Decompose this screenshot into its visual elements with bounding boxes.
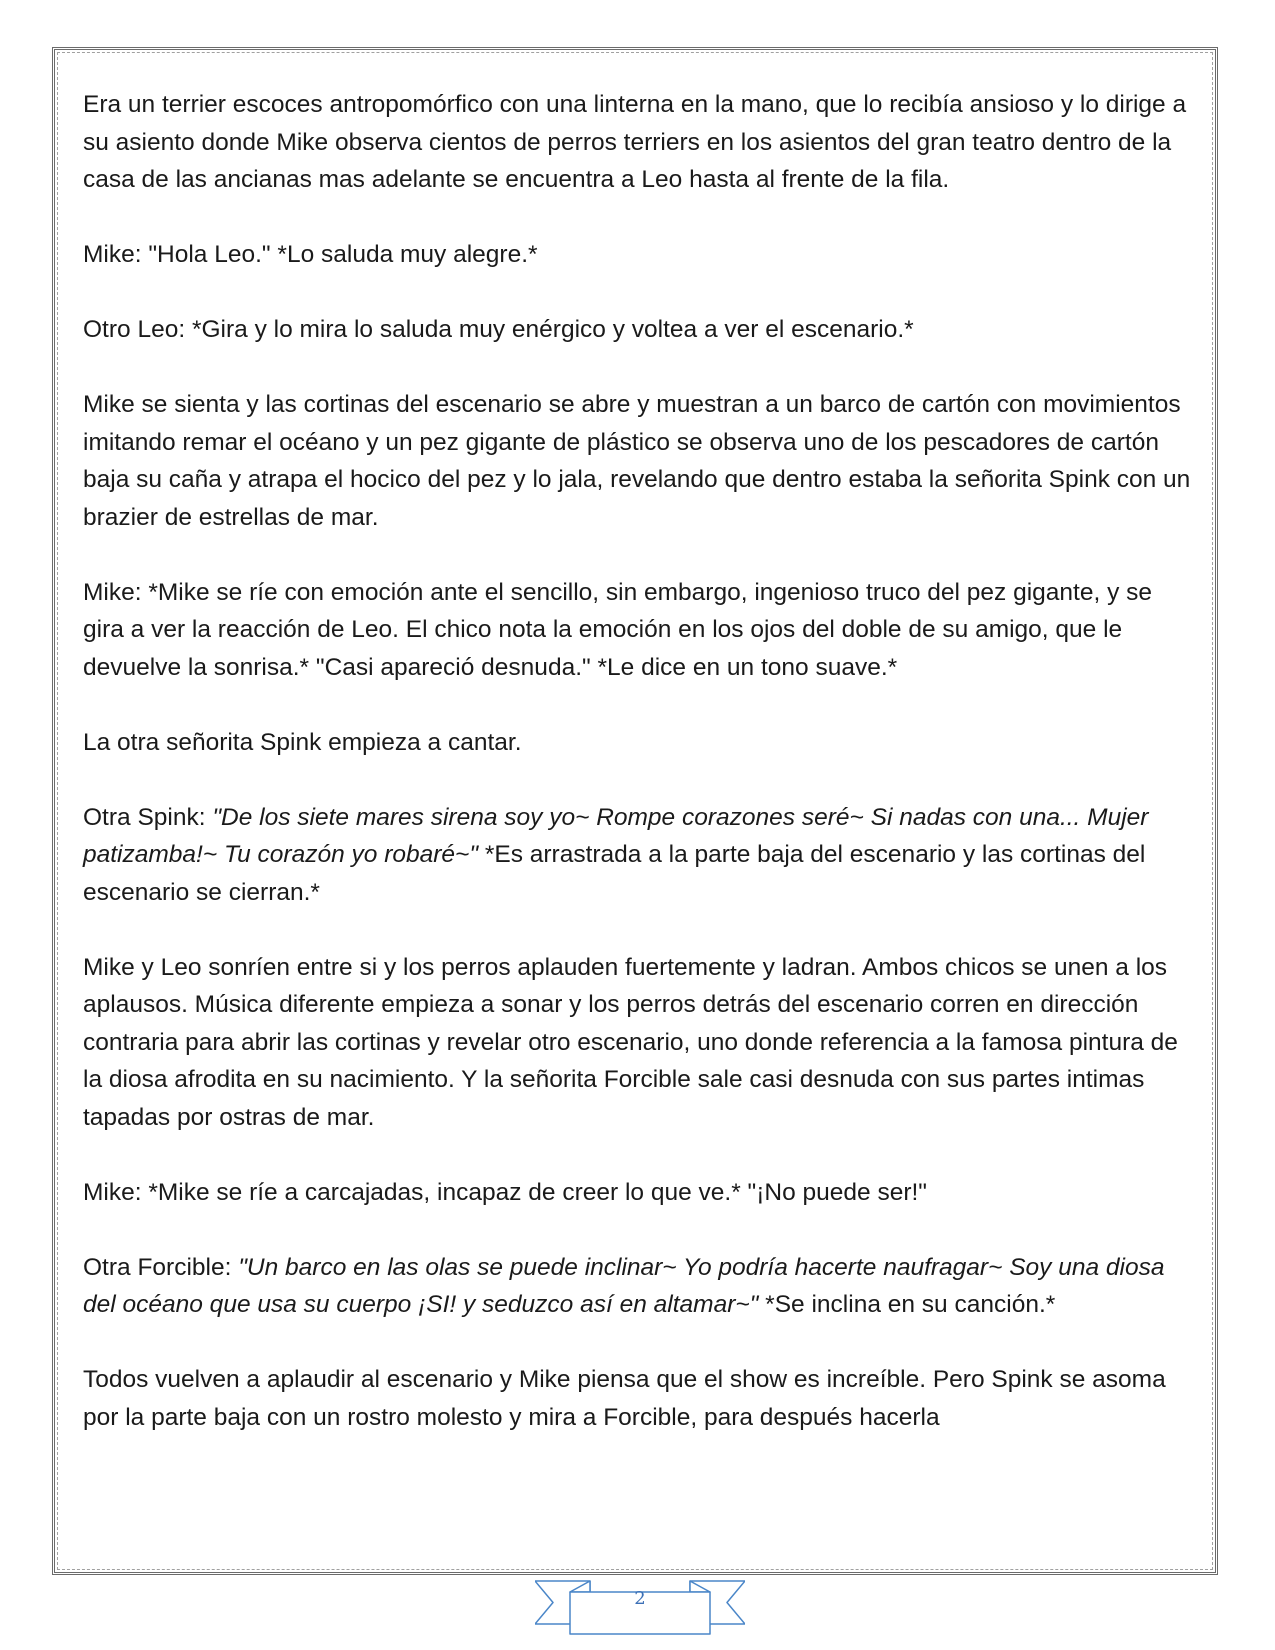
speaker-label: Otra Forcible: — [83, 1253, 239, 1281]
paragraph — [83, 236, 1198, 274]
text-segment: *Se inclina en su canción.* — [758, 1291, 1056, 1318]
text-segment: Mike: "Hola Leo." *Lo saluda muy alegre.* — [83, 241, 538, 268]
text-segment: Era un terrier escoces antropomórfico con una linterna en la mano, que lo recibía ansioso y lo dirige a su asiento donde Mike observa cientos de perros terriers en los asientos del gran teatro dentro de la casa de las ancianas mas adelante se encuentra a Leo hasta al frente de la fila. — [83, 91, 1187, 193]
text-segment: Mike se sienta y las cortinas del escenario se abre y muestran a un barco de cartón con movimientos imitando remar el océano y un pez gigante de plástico se observa uno de los pescadores de cartón baja su caña y atrapa el hocico del pez y lo jala, revelando que dentro estaba la señorita Spink con un brazier de estrellas de mar. — [83, 391, 1191, 531]
paragraph — [83, 724, 1198, 762]
song-lyrics: "De los siete mares sirena soy yo~ Rompe corazones seré~ Si nadas con una... Mujer patizamba!~ Tu corazón yo robaré~" — [83, 803, 1149, 868]
text-segment: *Es arrastrada a la parte baja del escenario y las cortinas del escenario se cierran.* — [83, 841, 1146, 906]
paragraph — [83, 949, 1198, 1137]
page-number: 2 — [634, 1588, 646, 1609]
text-segment: Todos vuelven a aplaudir al escenario y Mike piensa que el show es increíble. Pero Spink se asoma por la parte baja con un rostro molesto y mira a Forcible, para después hacerla — [83, 1366, 1166, 1431]
text-segment: Mike: *Mike se ríe con emoción ante el sencillo, sin embargo, ingenioso truco del pez gigante, y se gira a ver la reacción de Leo. El chico nota la emoción en los ojos del doble de su amigo, que le devuelve la sonrisa.* "Casi apareció desnuda." *Le dice en un tono suave.* — [83, 578, 1153, 681]
text-segment: Otro Leo: *Gira y lo mira lo saluda muy enérgico y voltea a ver el escenario.* — [83, 316, 914, 343]
paragraph — [83, 386, 1198, 536]
text-segment: Mike: *Mike se ríe a carcajadas, incapaz de creer lo que ve.* "¡No puede ser!" — [83, 1178, 927, 1206]
paragraph — [83, 86, 1198, 199]
paragraph — [83, 574, 1198, 687]
paragraph — [83, 1174, 1198, 1212]
text-segment: Mike y Leo sonríen entre si y los perros aplauden fuertemente y ladran. Ambos chicos se unen a los aplausos. Música diferente empieza a sonar y los perros detrás del escenario corren en dirección contraria para abrir las cortinas y revelar otro escenario, uno donde referencia a la famosa pintura de la diosa afrodita en su nacimiento. Y la señorita Forcible sale casi desnuda con sus partes intimas tapadas por ostras de mar. — [83, 953, 1178, 1131]
paragraph — [83, 311, 1198, 349]
paragraph — [83, 799, 1198, 912]
song-lyrics: "Un barco en las olas se puede inclinar~ Yo podría hacerte naufragar~ Soy una diosa del océano que usa su cuerpo ¡SI! y seduzco así en altamar~" — [83, 1253, 1165, 1318]
speaker-label: Otra Spink: — [83, 803, 213, 831]
paragraph — [83, 1361, 1198, 1436]
text-segment: La otra señorita Spink empieza a cantar. — [83, 728, 522, 756]
document-body — [83, 86, 1198, 1436]
paragraph — [83, 1249, 1198, 1324]
